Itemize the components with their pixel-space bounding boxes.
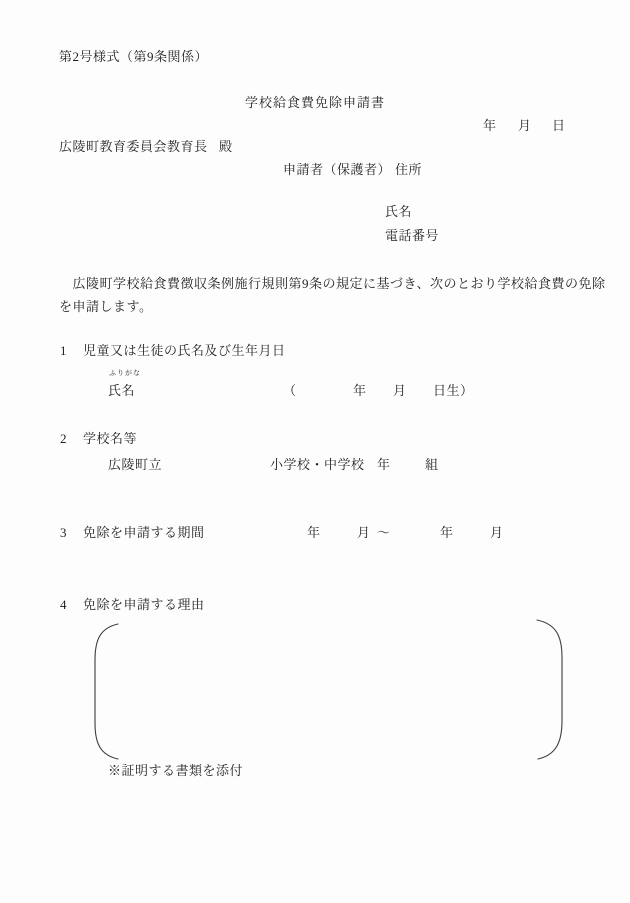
period-to-month-label: 月: [490, 525, 504, 540]
section-3-heading: 免除を申請する期間: [83, 525, 205, 540]
applicant-name-label: 氏名: [385, 204, 413, 219]
section-1-heading: 児童又は生徒の氏名及び生年月日: [83, 343, 286, 358]
furigana-label: ふりがな: [109, 369, 141, 377]
section-1-number: 1: [60, 343, 67, 358]
applicant-label: 申請者（保護者）: [283, 162, 392, 177]
reason-bracket-left: [95, 624, 118, 759]
form-number: 第2号様式（第9条関係）: [59, 49, 209, 64]
period-from-year-label: 年: [307, 525, 321, 540]
birth-day-close: 日生）: [433, 383, 474, 398]
date-month-label: 月: [518, 118, 532, 133]
grade-label: 年: [377, 457, 391, 472]
birth-month-label: 月: [393, 383, 407, 398]
birth-year-label: 年: [353, 383, 367, 398]
date-year-label: 年: [483, 118, 497, 133]
applicant-address-label: 住所: [395, 162, 423, 177]
date-day-label: 日: [552, 118, 566, 133]
applicant-phone-label: 電話番号: [385, 228, 440, 243]
attachment-note: ※証明する書類を添付: [108, 763, 244, 778]
section-2-heading: 学校名等: [83, 431, 138, 446]
school-type: 小学校・中学校: [270, 457, 365, 472]
class-label: 組: [425, 457, 439, 472]
period-from-month-label: 月: [357, 525, 371, 540]
section-2-number: 2: [60, 431, 67, 446]
body-paragraph-line-1: 広陵町学校給食費徴収条例施行規則第9条の規定に基づき、次のとおり学校給食費の免除: [59, 276, 606, 291]
document-title: 学校給食費免除申請書: [244, 95, 385, 110]
period-tilde: ～: [377, 525, 391, 540]
body-paragraph-line-2: を申請します。: [59, 299, 153, 314]
addressee-name: 広陵町教育委員会教育長: [59, 139, 208, 154]
child-name-label: 氏名: [108, 383, 136, 398]
addressee-honorific: 殿: [219, 139, 233, 154]
reason-bracket-right: [537, 620, 562, 759]
section-3-number: 3: [60, 525, 67, 540]
birth-paren-open: （: [283, 383, 297, 398]
period-to-year-label: 年: [440, 525, 454, 540]
school-prefix: 広陵町立: [108, 457, 163, 472]
section-4-heading: 免除を申請する理由: [83, 597, 205, 612]
section-4-number: 4: [60, 597, 67, 612]
